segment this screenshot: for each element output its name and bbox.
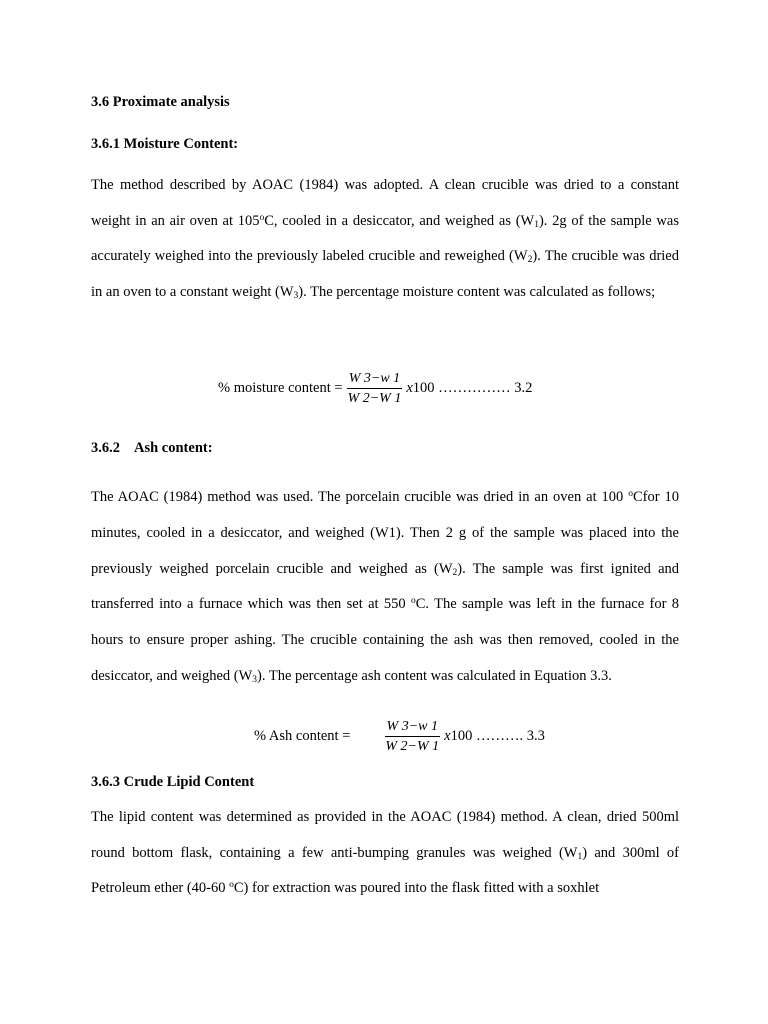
- ash-equation-number: 100 ………. 3.3: [450, 727, 545, 744]
- moisture-heading: [91, 135, 679, 153]
- moisture-fraction: [346, 370, 404, 407]
- ash-denominator: W 2−W 1: [385, 738, 440, 754]
- moisture-title: 3.6.1 Moisture Content:: [91, 136, 239, 152]
- section-heading: [91, 93, 679, 111]
- section-title: 3.6 Proximate analysis: [91, 94, 230, 110]
- moisture-equation-number: 100 …………… 3.2: [412, 379, 533, 396]
- moisture-text: The method described by AOAC (1984) was adopted. A clean crucible was dried to a constant weight in an air oven at 105$^o$C, cooled in a desiccator, and weighed as $(W_1)$. 2g of the sample was accurately weighed into the previously labeled crucible and reweighed $(W_2)$. The crucible was dried in an oven to a constant weight $(W_3)$. The percentage moisture content was calculated as follows;: [91, 177, 679, 301]
- ash-heading-number: 3.6.2: [91, 440, 120, 456]
- lipid-heading: [91, 773, 679, 791]
- moisture-denominator: W 2−W 1: [347, 390, 402, 406]
- ash-heading: [91, 439, 679, 457]
- ash-equation-label: % Ash content =: [254, 727, 351, 744]
- ash-multiplier: x: [444, 727, 451, 744]
- moisture-paragraph: [91, 168, 679, 310]
- lipid-title: 3.6.3 Crude Lipid Content: [91, 774, 255, 790]
- ash-numerator: W 3−w 1: [385, 718, 440, 737]
- lipid-text: The lipid content was determined as provided in the AOAC (1984) method. A clean, dried 500ml round bottom flask, containing a few anti-bumping granules was weighed $(W_1)$ and 300ml of Petroleum ether (40-60 $^o$C) for extraction was poured into the flask fitted with a soxhlet: [91, 809, 679, 896]
- moisture-numerator: W 3−w 1: [347, 370, 402, 389]
- ash-heading-text: Ash content:: [134, 440, 213, 456]
- moisture-equation: [218, 368, 532, 408]
- lipid-paragraph: [91, 800, 679, 907]
- moisture-equation-label: % moisture content =: [218, 379, 343, 396]
- ash-equation: [254, 716, 545, 756]
- ash-paragraph: [91, 480, 679, 695]
- ash-text: The AOAC (1984) method was used. The porcelain crucible was dried in an oven at 100 $^o$Cfor 10 minutes, cooled in a desiccator, and weighed (W1). Then 2 g of the sample was placed into the previously weighed porcelain crucible and weighed as $(W_2)$. The sample was first ignited and transferred into a furnace which was then set at 550 $^o$C. The sample was left in the furnace for 8 hours to ensure proper ashing. The crucible containing the ash was then removed, cooled in the desiccator, and weighed $(W_3)$. The percentage ash content was calculated in Equation 3.3.: [91, 489, 680, 685]
- ash-fraction: [383, 718, 441, 755]
- moisture-multiplier: x: [406, 379, 413, 396]
